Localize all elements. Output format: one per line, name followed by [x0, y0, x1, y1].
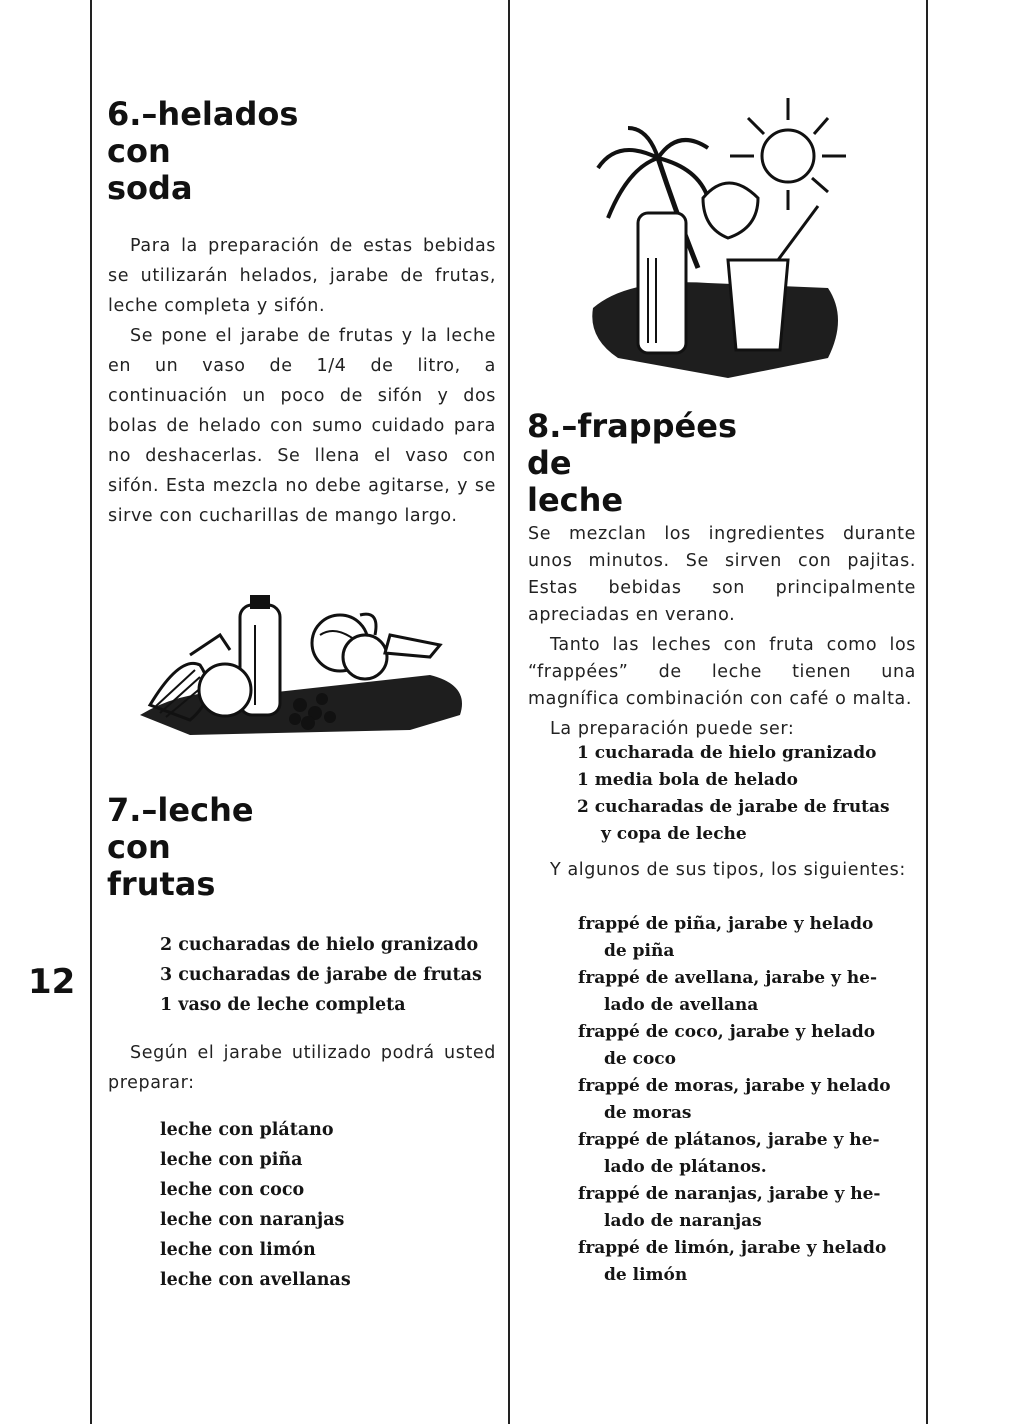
section-6-body [108, 231, 496, 531]
right-column-rule [926, 0, 928, 1424]
frappe-type: frappé de moras, jarabe y helado de moras [578, 1076, 891, 1123]
variant-item: leche con naranjas [160, 1210, 345, 1230]
paragraph: Y algunos de sus tipos, los siguientes: [550, 860, 906, 880]
section-8-body [528, 521, 916, 743]
center-column-rule [508, 0, 510, 1424]
variant-item: leche con coco [160, 1180, 305, 1200]
title-line: leche [527, 481, 624, 519]
title-line: 8.–frappées [527, 407, 737, 445]
page-number: 12 [28, 962, 76, 1002]
frappe-type: frappé de plátanos, jarabe y he- lado de plátanos. [578, 1130, 880, 1177]
section-8-types-intro [528, 857, 916, 884]
variant-item: leche con limón [160, 1240, 316, 1260]
summer-drinks-illustration [588, 88, 858, 388]
variant-item: leche con piña [160, 1150, 303, 1170]
paragraph: Según el jarabe utilizado podrá usted preparar: [108, 1043, 496, 1093]
paragraph: Se mezclan los ingredientes durante unos minutos. Se sirven con pajitas. Estas bebidas son principalmente apreciadas en verano. [528, 524, 916, 625]
section-8-title [527, 408, 907, 519]
title-line: 7.–leche [107, 791, 254, 829]
frappe-type: frappé de limón, jarabe y helado de limón [578, 1238, 887, 1285]
paragraph: Se pone el jarabe de frutas y la leche en un vaso de 1/4 de litro, a continuación un poco de sifón y dos bolas de helado con sumo cuidado para no deshacerlas. Se llena el vaso con sifón. Esta mezcla no debe agitarse, y se sirve con cucharillas de mango largo. [108, 326, 496, 526]
paragraph: Tanto las leches con fruta como los “frappées” de leche tienen una magnífica combinación con café o malta. [528, 635, 916, 709]
frappe-type: frappé de coco, jarabe y helado de coco [578, 1022, 876, 1069]
ingredient-item: y copa de leche [601, 824, 747, 844]
section-6-title [107, 96, 487, 207]
title-line: frutas [107, 865, 216, 903]
title-line: con [107, 828, 171, 866]
section-7-ingredients [160, 930, 505, 1020]
paragraph: La preparación puede ser: [550, 719, 795, 739]
section-8-types [578, 911, 923, 1289]
section-8-ingredients [577, 740, 922, 848]
section-7-title [107, 792, 487, 903]
variant-item: leche con avellanas [160, 1270, 351, 1290]
ingredient-item: 2 cucharadas de jarabe de frutas [577, 797, 890, 817]
frappe-type: frappé de avellana, jarabe y he- lado de avellana [578, 968, 878, 1015]
ingredient-item: 1 media bola de helado [577, 770, 798, 790]
section-7-intro [108, 1038, 496, 1098]
ingredient-item: 1 vaso de leche completa [160, 995, 406, 1015]
section-7-variants [160, 1115, 460, 1295]
ingredient-item: 1 cucharada de hielo granizado [577, 743, 877, 763]
frappe-type: frappé de naranjas, jarabe y he- lado de naranjas [578, 1184, 881, 1231]
title-line: de [527, 444, 572, 482]
ingredient-item: 2 cucharadas de hielo granizado [160, 935, 479, 955]
frappe-type: frappé de piña, jarabe y helado de piña [578, 914, 874, 961]
title-line: 6.–helados [107, 95, 299, 133]
title-line: soda [107, 169, 193, 207]
ingredient-item: 3 cucharadas de jarabe de frutas [160, 965, 482, 985]
left-column-rule [90, 0, 92, 1424]
title-line: con [107, 132, 171, 170]
fruit-and-bottles-illustration [130, 595, 475, 745]
variant-item: leche con plátano [160, 1120, 334, 1140]
paragraph: Para la preparación de estas bebidas se utilizarán helados, jarabe de frutas, leche completa y sifón. [108, 236, 496, 316]
